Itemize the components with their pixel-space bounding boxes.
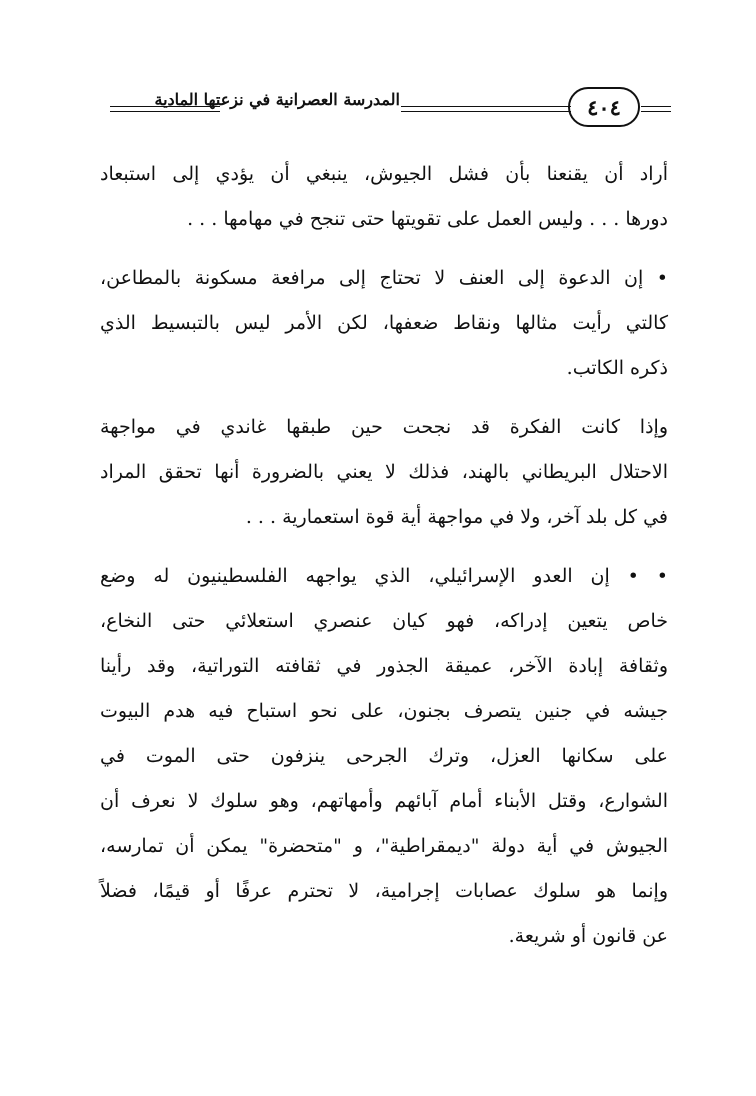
text-line: خاص يتعين إدراكه، فهو كيان عنصري استعلائي حتى النخاع، [100, 610, 668, 632]
text-line: على سكانها العزل، وترك الجرحى ينزفون حتى الموت في [100, 745, 668, 767]
text-line: • إن الدعوة إلى العنف لا تحتاج إلى مرافعة مسكونة بالمطاعن، [100, 267, 668, 289]
page-header [96, 84, 670, 136]
text-line: الشوارع، وقتل الأبناء أمام آبائهم وأمهاتهم، وهو سلوك لا نعرف أن [100, 790, 668, 812]
text-line: وثقافة إبادة الآخر، عميقة الجذور في ثقافته التوراتية، وقد رأينا [100, 655, 668, 677]
text-line: وإنما هو سلوك عصابات إجرامية، لا تحترم عرفًا أو قيمًا، فضلاً [100, 880, 668, 902]
text-line: ذكره الكاتب. [566, 357, 668, 379]
header-rule [401, 111, 571, 112]
text-line: الاحتلال البريطاني بالهند، فذلك لا يعني بالضرورة أنها تحقق المراد [100, 461, 668, 483]
text-line: أراد أن يقنعنا بأن فشل الجيوش، ينبغي أن يؤدي إلى استبعاد [100, 163, 668, 185]
text-line: وإذا كانت الفكرة قد نجحت حين طبقها غاندي في مواجهة [100, 416, 668, 438]
header-rule [110, 111, 220, 112]
running-title: المدرسة العصرانية في نزعتها المادية [154, 90, 400, 109]
text-line: في كل بلد آخر، ولا في مواجهة أية قوة استعمارية . . . [245, 506, 668, 528]
text-line: دورها . . . وليس العمل على تقويتها حتى تنجح في مهامها . . . [187, 208, 668, 230]
text-line: عن قانون أو شريعة. [508, 925, 668, 947]
paragraph [100, 152, 668, 242]
page-number: ٤٠٤ [568, 87, 640, 127]
text-line: جيشه في جنين يتصرف بجنون، على نحو استباح فيه هدم البيوت [100, 700, 668, 722]
text-line: • • إن العدو الإسرائيلي، الذي يواجهه الفلسطينيون له وضع [100, 565, 668, 587]
header-rule [641, 106, 671, 107]
text-line: كالتي رأيت مثالها ونقاط ضعفها، لكن الأمر ليس بالتبسيط الذي [100, 312, 668, 334]
paragraph [100, 256, 668, 391]
paragraph [100, 554, 668, 959]
text-line: الجيوش في أية دولة "ديمقراطية"، و "متحضرة" يمكن أن تمارسه، [100, 835, 668, 857]
header-rule [401, 106, 571, 107]
body-text [100, 152, 668, 973]
paragraph [100, 405, 668, 540]
header-rule [641, 111, 671, 112]
